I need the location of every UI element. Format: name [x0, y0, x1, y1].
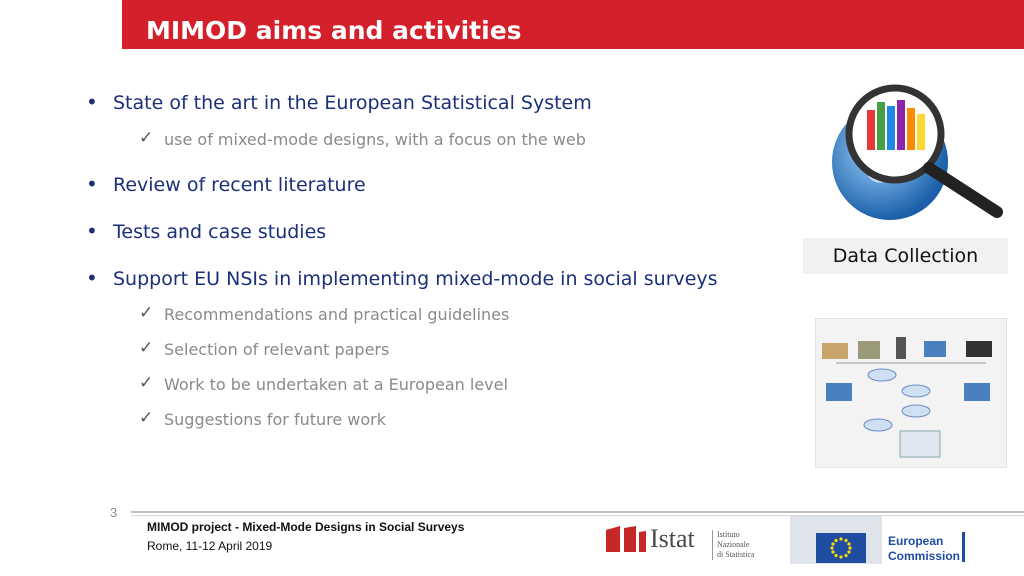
ec-wordmark [888, 534, 960, 564]
checkmark-icon: ✓ [139, 128, 154, 148]
footer-project: MIMOD project - Mixed-Mode Designs in Social Surveys [147, 520, 465, 534]
istat-subtitle-line: Istituto Nazionale [717, 530, 750, 549]
bullet-dot-icon: • [86, 172, 98, 196]
ec-word-line: European [888, 534, 944, 548]
sub-text: Suggestions for future work [164, 410, 387, 429]
footer-divider [131, 511, 1024, 513]
istat-wordmark: Istat [650, 524, 695, 553]
istat-mark-icon [606, 526, 646, 552]
checkmark-icon: ✓ [139, 373, 154, 393]
footer-date: Rome, 11-12 April 2019 [147, 539, 273, 553]
checkmark-icon: ✓ [139, 408, 154, 428]
bullet-text: State of the art in the European Statistical System [113, 92, 592, 114]
data-collection-label: Data Collection [803, 238, 1008, 274]
diagram-icon [816, 319, 1006, 467]
sub-text: Selection of relevant papers [164, 340, 390, 359]
slide-title: MIMOD aims and activities [146, 16, 522, 45]
bullet-dot-icon: • [86, 219, 98, 243]
istat-logo [606, 524, 766, 559]
bullet-dot-icon: • [86, 90, 98, 114]
bullet-dot-icon: • [86, 266, 98, 290]
mixed-mode-diagram-image [815, 318, 1007, 468]
bullet-text: Tests and case studies [113, 221, 327, 243]
globe-magnifier-icon [805, 62, 1005, 238]
bullet-text: Review of recent literature [113, 174, 366, 196]
ec-word-line: Commission [888, 549, 961, 563]
sub-text: Recommendations and practical guidelines [164, 305, 510, 324]
bullet-text: Support EU NSIs in implementing mixed-mode in social surveys [113, 268, 718, 290]
sub-text: use of mixed-mode designs, with a focus on the web [164, 130, 586, 149]
checkmark-icon: ✓ [139, 338, 154, 358]
checkmark-icon: ✓ [139, 303, 154, 323]
page-number: 3 [110, 505, 118, 520]
istat-subtitle [712, 530, 766, 560]
ec-accent-bar [962, 532, 965, 562]
european-commission-logo [790, 516, 1024, 568]
title-bar [122, 0, 1024, 49]
eu-flag-icon [816, 533, 866, 563]
sub-text: Work to be undertaken at a European level [164, 375, 508, 394]
istat-subtitle-line: di Statistica [717, 550, 755, 559]
